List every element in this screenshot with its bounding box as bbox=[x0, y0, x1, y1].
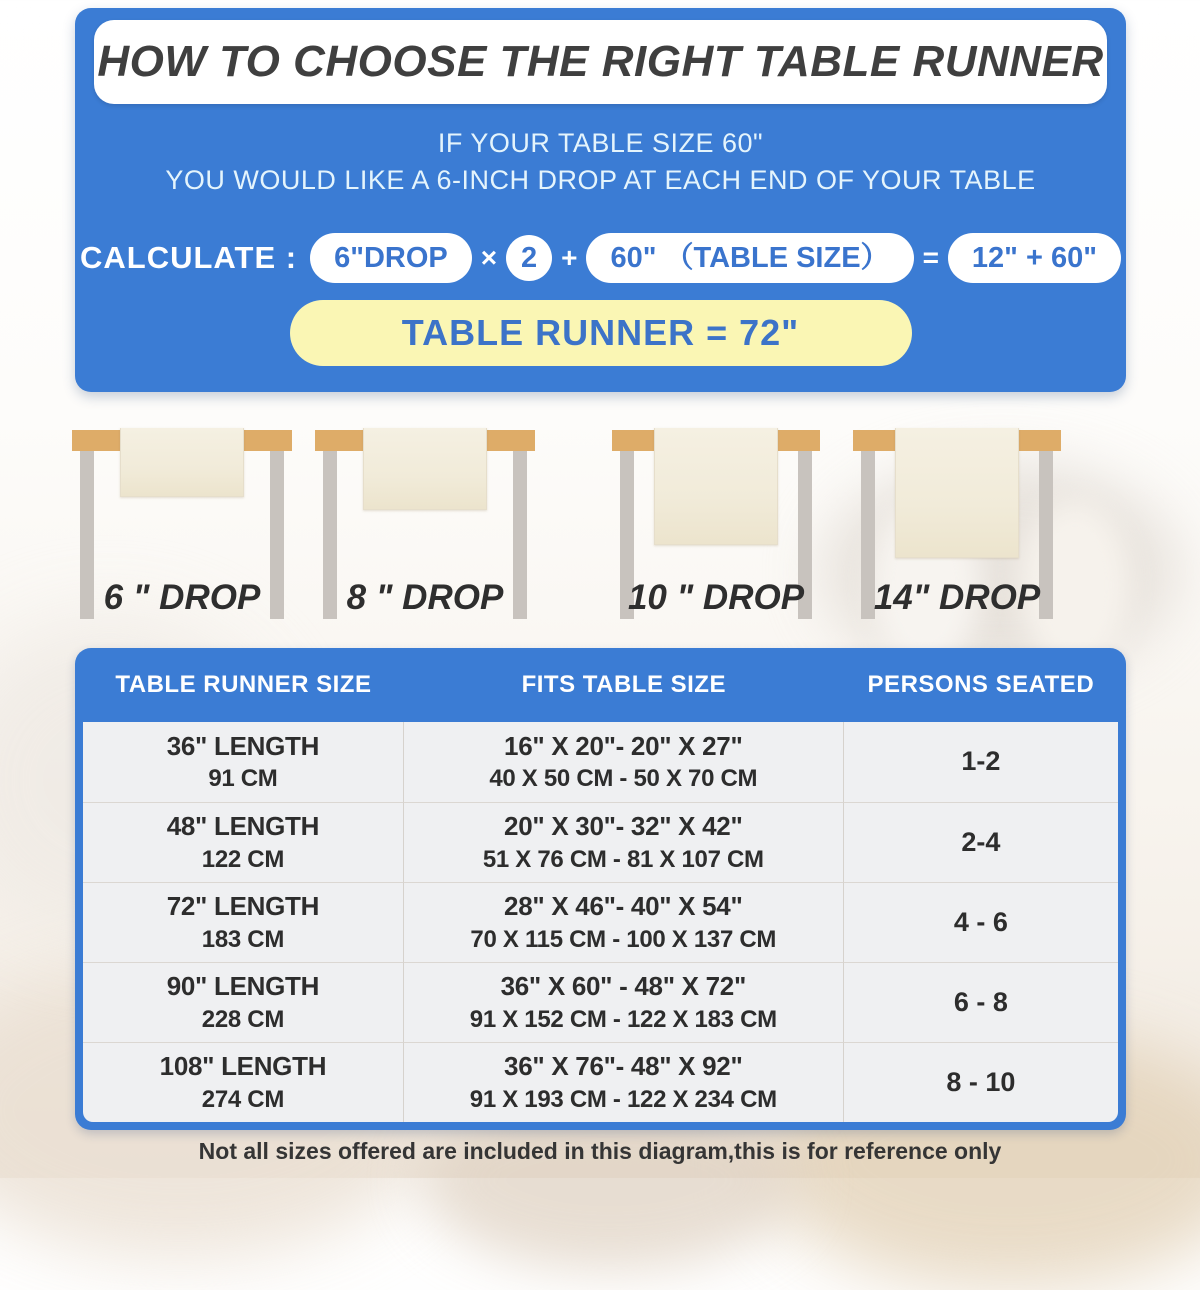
table-row-0-runner: 36" LENGTH 91 CM bbox=[83, 722, 404, 802]
drop-figure-8 bbox=[315, 430, 535, 645]
column-header-persons: PERSONS SEATED bbox=[867, 671, 1095, 698]
page-title: HOW TO CHOOSE THE RIGHT TABLE RUNNER bbox=[97, 37, 1104, 86]
column-header-runner-size: TABLE RUNNER SIZE bbox=[115, 671, 372, 698]
table-row-0-persons: 1-2 bbox=[961, 746, 1001, 777]
size-chart-header bbox=[83, 648, 1118, 722]
runner-cloth bbox=[654, 428, 778, 545]
size-chart-body bbox=[83, 722, 1118, 1122]
sum-pill: 12" + 60" bbox=[948, 233, 1121, 283]
table-row-2-persons: 4 - 6 bbox=[844, 882, 1118, 962]
calculate-label: CALCULATE : bbox=[80, 240, 298, 275]
drop-label: 14" DROP bbox=[873, 578, 1041, 617]
table-row-2-fits: 28" X 46"- 40" X 54" 70 X 115 CM - 100 X 137 CM bbox=[404, 882, 844, 962]
table-row-4-runner: 108" LENGTH 274 CM bbox=[83, 1042, 404, 1122]
table-row-3-fits: 36" X 60" - 48" X 72" 91 X 152 CM - 122 X 183 CM bbox=[404, 962, 844, 1042]
subtitle-line-1: IF YOUR TABLE SIZE 60" bbox=[437, 128, 764, 158]
table-row-3-persons: 6 - 8 bbox=[844, 962, 1118, 1042]
table-row-1-fits: 20" X 30"- 32" X 42" 51 X 76 CM - 81 X 107 CM bbox=[404, 802, 844, 882]
runner-cloth bbox=[895, 428, 1019, 558]
table-row-1-persons: 2-4 bbox=[844, 802, 1118, 882]
multiplier-badge: 2 bbox=[506, 235, 552, 281]
table-row-4-persons: 8 - 10 bbox=[844, 1042, 1118, 1122]
table-row-1-runner: 48" LENGTH 122 CM bbox=[83, 802, 404, 882]
disclaimer-note: Not all sizes offered are included in this diagram,this is for reference only bbox=[198, 1138, 1002, 1164]
equals-sign: = bbox=[922, 242, 939, 273]
column-header-fits-table: FITS TABLE SIZE bbox=[521, 671, 726, 698]
table-row-2-runner: 72" LENGTH 183 CM bbox=[83, 882, 404, 962]
table-row-3-runner: 90" LENGTH 228 CM bbox=[83, 962, 404, 1042]
drop-label: 10 " DROP bbox=[627, 578, 805, 617]
instructions-panel bbox=[75, 8, 1126, 392]
drop-value-pill: 6"DROP bbox=[310, 233, 472, 283]
size-chart-panel bbox=[75, 648, 1126, 1130]
table-size-pill: 60" （TABLE SIZE） bbox=[586, 233, 913, 283]
drop-figure-14 bbox=[853, 430, 1061, 645]
table-row-4-fits: 36" X 76"- 48" X 92" 91 X 193 CM - 122 X 234 CM bbox=[404, 1042, 844, 1122]
title-banner bbox=[94, 20, 1107, 104]
table-row-0-fits: 16" X 20"- 20" X 27" 40 X 50 CM - 50 X 70 CM bbox=[404, 722, 844, 802]
runner-cloth bbox=[120, 428, 244, 497]
runner-cloth bbox=[363, 428, 487, 510]
result-pill bbox=[290, 300, 912, 366]
result-text: TABLE RUNNER = 72" bbox=[401, 312, 800, 353]
drop-figure-10 bbox=[612, 430, 820, 645]
formula-row bbox=[75, 232, 1126, 284]
drop-label: 6 " DROP bbox=[103, 578, 261, 617]
subtitle-line-2: YOU WOULD LIKE A 6-INCH DROP AT EACH END OF YOUR TABLE bbox=[165, 165, 1036, 195]
multiply-sign: × bbox=[480, 242, 498, 273]
drop-label: 8 " DROP bbox=[346, 578, 504, 617]
drop-figure-6 bbox=[72, 430, 292, 645]
plus-sign: + bbox=[561, 242, 578, 273]
